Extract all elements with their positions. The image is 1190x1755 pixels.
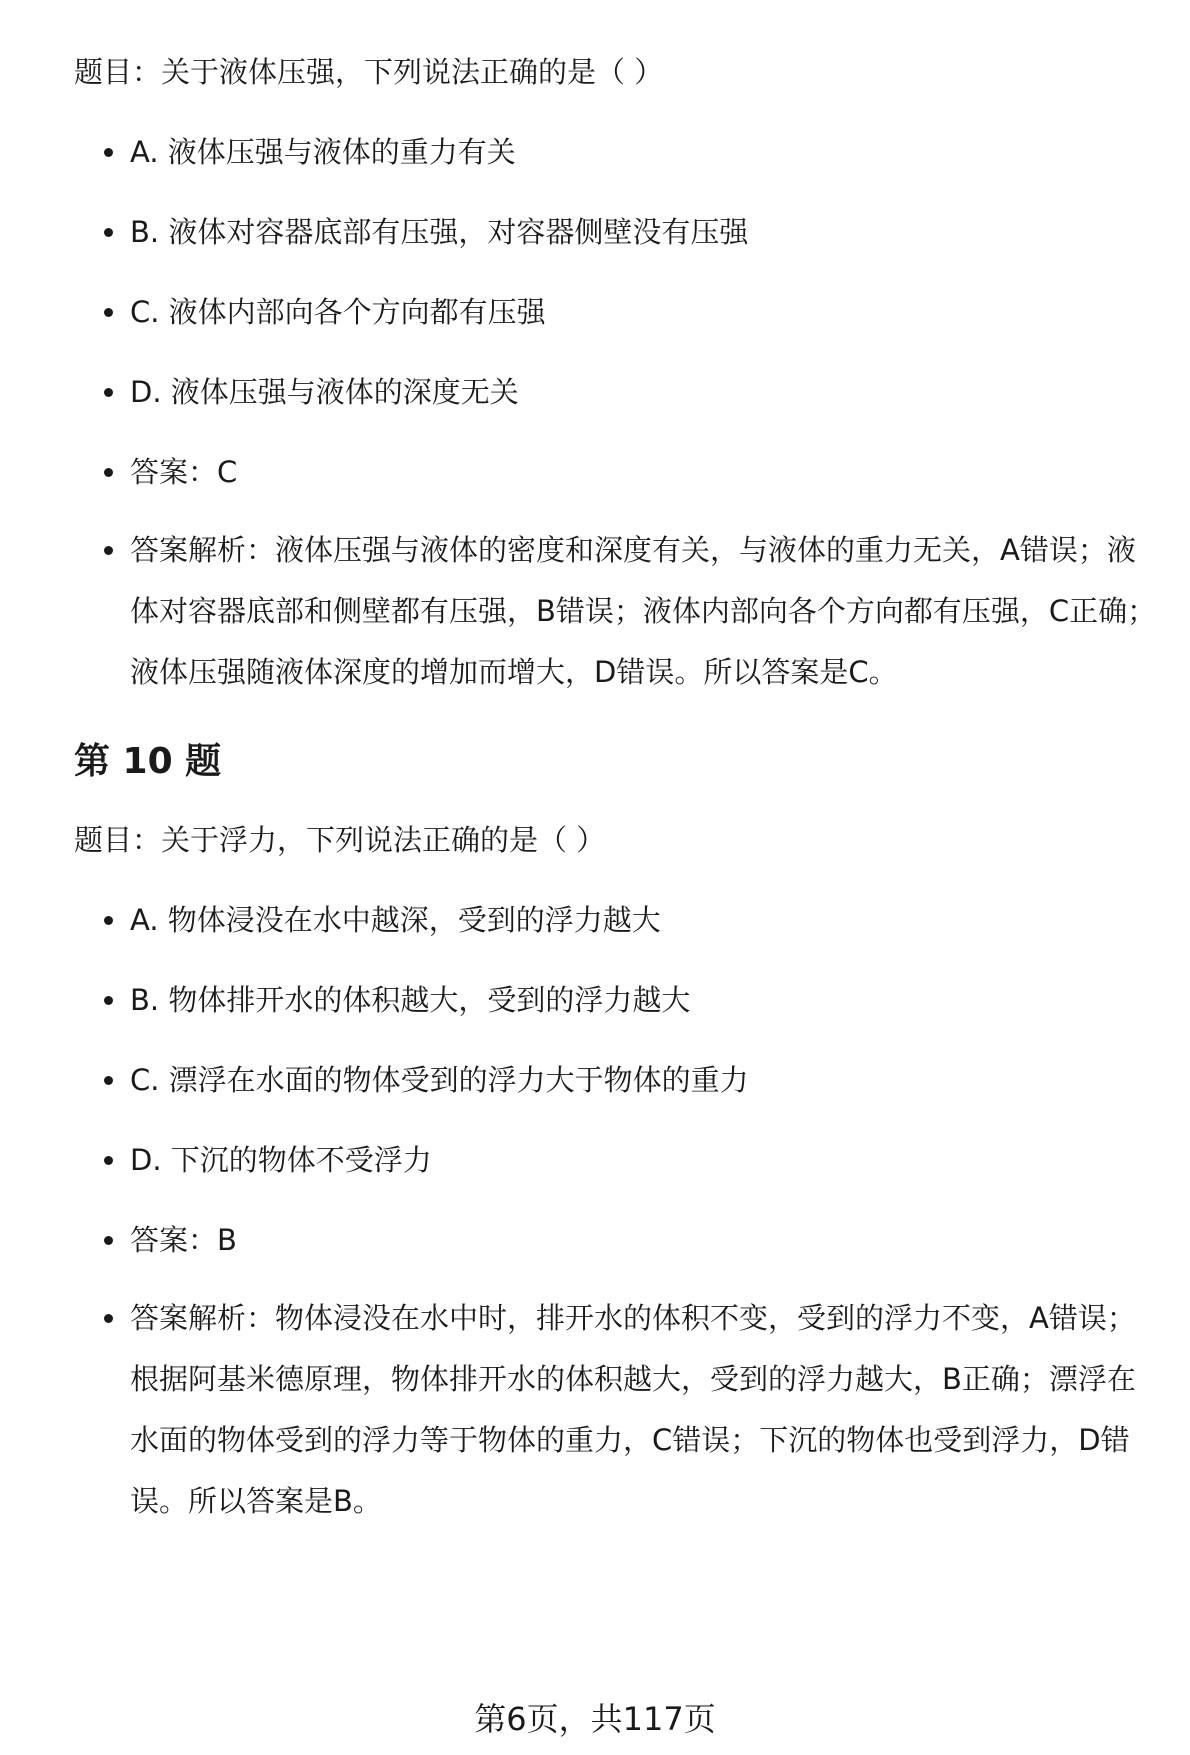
- bullet-icon: [104, 1156, 113, 1165]
- bullet-icon: [104, 388, 113, 397]
- bullet-icon: [104, 1076, 113, 1085]
- bullet-icon: [104, 148, 113, 157]
- bullet-icon: [104, 996, 113, 1005]
- page-number-footer: 第6页，共117页: [474, 1700, 716, 1738]
- q9-option-d: D. 液体压强与液体的深度无关: [104, 372, 1164, 412]
- q10-answer: 答案：B: [104, 1220, 1164, 1260]
- q9-analysis: 答案解析：液体压强与液体的密度和深度有关，与液体的重力无关，A错误；液体对容器底部和侧壁都有压强，B错误；液体内部向各个方向都有压强，C正确；液体压强随液体深度的增加而增大，D错误。所以答案是C。: [104, 520, 1164, 703]
- bullet-icon: [104, 228, 113, 237]
- q10-prompt: 题目：关于浮力，下列说法正确的是（ ）: [74, 823, 606, 857]
- q10-option-a: A. 物体浸没在水中越深，受到的浮力越大: [104, 900, 1164, 940]
- bullet-icon: [104, 916, 113, 925]
- bullet-icon: [104, 468, 113, 477]
- bullet-icon: [104, 546, 113, 555]
- q9-option-a: A. 液体压强与液体的重力有关: [104, 132, 1164, 172]
- q9-prompt: 题目：关于液体压强，下列说法正确的是（ ）: [74, 55, 664, 89]
- bullet-icon: [104, 1236, 113, 1245]
- q10-analysis: 答案解析：物体浸没在水中时，排开水的体积不变，受到的浮力不变，A错误；根据阿基米德原理，物体排开水的体积越大，受到的浮力越大，B正确；漂浮在水面的物体受到的浮力等于物体的重力，C错误；下沉的物体也受到浮力，D错误。所以答案是B。: [104, 1288, 1164, 1532]
- q9-answer: 答案：C: [104, 452, 1164, 492]
- bullet-icon: [104, 308, 113, 317]
- q10-option-b: B. 物体排开水的体积越大，受到的浮力越大: [104, 980, 1164, 1020]
- q9-option-b: B. 液体对容器底部有压强，对容器侧壁没有压强: [104, 212, 1164, 252]
- bullet-icon: [104, 1314, 113, 1323]
- q9-option-c: C. 液体内部向各个方向都有压强: [104, 292, 1164, 332]
- q10-option-d: D. 下沉的物体不受浮力: [104, 1140, 1164, 1180]
- q10-option-c: C. 漂浮在水面的物体受到的浮力大于物体的重力: [104, 1060, 1164, 1100]
- q10-heading: 第 10 题: [74, 741, 222, 782]
